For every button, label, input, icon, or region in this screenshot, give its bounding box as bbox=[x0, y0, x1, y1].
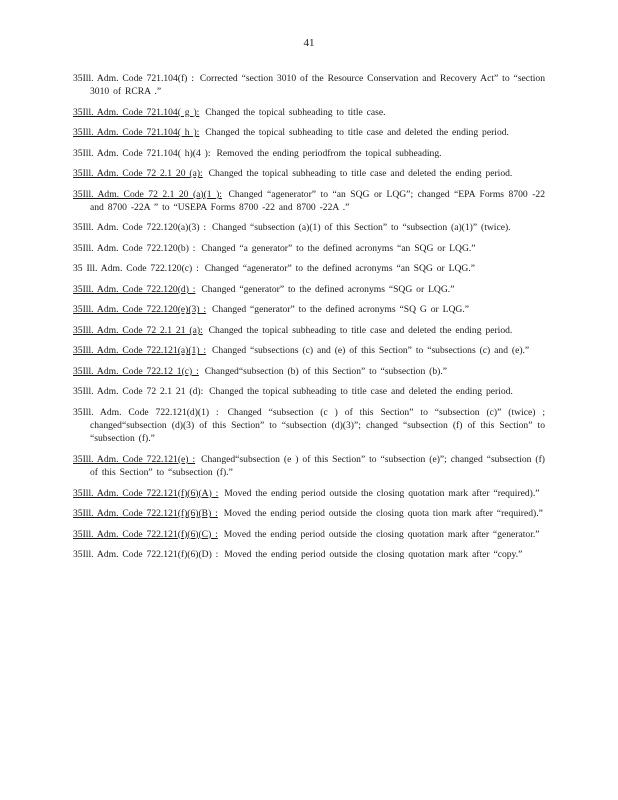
amendment-entry bbox=[73, 262, 545, 275]
entry-description: Removed the ending periodfrom the topical subheading. bbox=[216, 147, 442, 159]
entry-description: Changed the topical subheading to title case and deleted the ending period. bbox=[209, 386, 513, 398]
amendment-entry bbox=[73, 365, 545, 378]
entry-description: Changed the topical subheading to title case. bbox=[205, 106, 386, 118]
amendment-entry bbox=[73, 528, 545, 541]
entry-description: Changed “subsection (a)(1) of this Section” to “subsection (a)(1)” (twice). bbox=[212, 222, 511, 234]
entry-description: Changed “subsections (c) and (e) of this Section” to “subsections (c) and (e).” bbox=[212, 345, 530, 357]
amendment-entry bbox=[73, 242, 545, 255]
entry-description: Changed “generator” to the defined acronyms “SQG or LQG.” bbox=[201, 283, 455, 295]
amendment-entry bbox=[73, 147, 545, 160]
amendment-entry bbox=[73, 167, 545, 180]
amendment-entry bbox=[73, 507, 545, 520]
entry-description: Moved the ending period outside the closing quotation mark after “copy.” bbox=[224, 549, 523, 561]
entry-citation: 35Ill. Adm. Code 722.121(d)(1) : bbox=[73, 406, 219, 418]
amendment-entry bbox=[73, 126, 545, 139]
amendment-entry bbox=[73, 406, 545, 446]
amendment-entry bbox=[73, 344, 545, 357]
amendment-entry bbox=[73, 385, 545, 398]
entry-description: Changed “agenerator” to the defined acronyms “an SQG or LQG.” bbox=[204, 263, 476, 275]
amendment-entry bbox=[73, 324, 545, 337]
entry-citation: 35Ill. Adm. Code 722.121(e) : bbox=[73, 453, 196, 465]
entry-description: Corrected “section 3010 of the Resource Conservation and Recovery Act” to “section 3010 of RCRA .” bbox=[90, 73, 545, 98]
entry-description: Changed the topical subheading to title case and deleted the ending period. bbox=[208, 168, 513, 180]
entry-citation: 35Ill. Adm. Code 72 2.1 20 (a): bbox=[73, 168, 203, 180]
page-number: 41 bbox=[303, 37, 315, 49]
entry-citation: 35Ill. Adm. Code 722.120(d) : bbox=[73, 283, 196, 295]
entry-description: Changed “agenerator” to “an SQG or LQG”; changed “EPA Forms 8700 -22 and 8700 -22A ” to “USEPA Forms 8700 -22 and 8700 -22A .” bbox=[90, 188, 545, 213]
entry-citation: 35Ill. Adm. Code 721.104(f) : bbox=[73, 73, 194, 84]
entry-citation: 35Ill. Adm. Code 722.121(f)(6)(D) : bbox=[73, 549, 219, 561]
amendment-entry bbox=[73, 283, 545, 296]
amendment-entry bbox=[73, 548, 545, 561]
entry-description: Changed“subsection (e ) of this Section” to “subsection (e)”; changed “subsection (f) of this Section” to “subsection (f).” bbox=[90, 453, 545, 479]
entry-citation: 35Ill. Adm. Code 722.120(e)(3) : bbox=[73, 304, 207, 316]
entry-citation: 35Ill. Adm. Code 722.120(a)(3) : bbox=[73, 222, 207, 234]
entry-citation: 35Ill. Adm. Code 722.12 1(c) : bbox=[73, 365, 199, 377]
entry-citation: 35Ill. Adm. Code 721.104( g ): bbox=[73, 106, 200, 118]
entry-citation: 35Ill. Adm. Code 72 2.1 21 (d): bbox=[73, 386, 204, 398]
entry-description: Changed “a generator” to the defined acronyms “an SQG or LQG.” bbox=[201, 242, 476, 254]
entry-description: Changed“subsection (b) of this Section” to “subsection (b).” bbox=[204, 365, 448, 377]
entry-description: Moved the ending period outside the closing quotation mark after “generator.” bbox=[223, 528, 540, 540]
entry-description: Changed “subsection (c ) of this Section” to “subsection (c)” (twice) ; changed“subsection (d)(3) of this Section” to “subsection (d)(3)”; changed “subsection (f) of this Section” to “subsection (f).” bbox=[90, 406, 546, 445]
entry-description: Changed the topical subheading to title case and deleted the ending period. bbox=[208, 324, 513, 336]
entry-citation: 35Ill. Adm. Code 72 2.1 21 (a): bbox=[73, 324, 203, 336]
entry-citation: 35Ill. Adm. Code 722.121(a)(1) : bbox=[73, 345, 207, 357]
entry-citation: 35Ill. Adm. Code 722.120(b) : bbox=[73, 242, 196, 254]
entry-citation: 35 Ill. Adm. Code 722.120(c) : bbox=[73, 263, 199, 275]
entry-description: Moved the ending period outside the closing quota tion mark after “required).” bbox=[223, 508, 543, 520]
amendment-entry bbox=[73, 106, 545, 119]
entry-citation: 35Ill. Adm. Code 721.104( h ): bbox=[73, 127, 200, 139]
entry-description: Changed “generator” to the defined acronyms “SQ G or LQG.” bbox=[212, 304, 470, 316]
amendment-list bbox=[73, 72, 545, 569]
amendment-entry bbox=[73, 487, 545, 500]
entry-citation: 35Ill. Adm. Code 722.121(f)(6)(B) : bbox=[73, 508, 218, 520]
entry-citation: 35Ill. Adm. Code 72 2.1 20 (a)(1 ): bbox=[73, 188, 222, 200]
entry-description: Moved the ending period outside the closing quotation mark after “required).” bbox=[224, 487, 540, 499]
entry-citation: 35Ill. Adm. Code 721.104( h)(4 ): bbox=[73, 147, 211, 159]
entry-citation: 35Ill. Adm. Code 722.121(f)(6)(A) : bbox=[73, 487, 219, 499]
amendment-entry bbox=[73, 221, 545, 234]
amendment-entry bbox=[73, 188, 545, 214]
entry-description: Changed the topical subheading to title case and deleted the ending period. bbox=[205, 127, 509, 139]
amendment-entry bbox=[73, 453, 545, 479]
amendment-entry bbox=[73, 72, 545, 98]
entry-citation: 35Ill. Adm. Code 722.121(f)(6)(C) : bbox=[73, 528, 218, 540]
amendment-entry bbox=[73, 303, 545, 316]
